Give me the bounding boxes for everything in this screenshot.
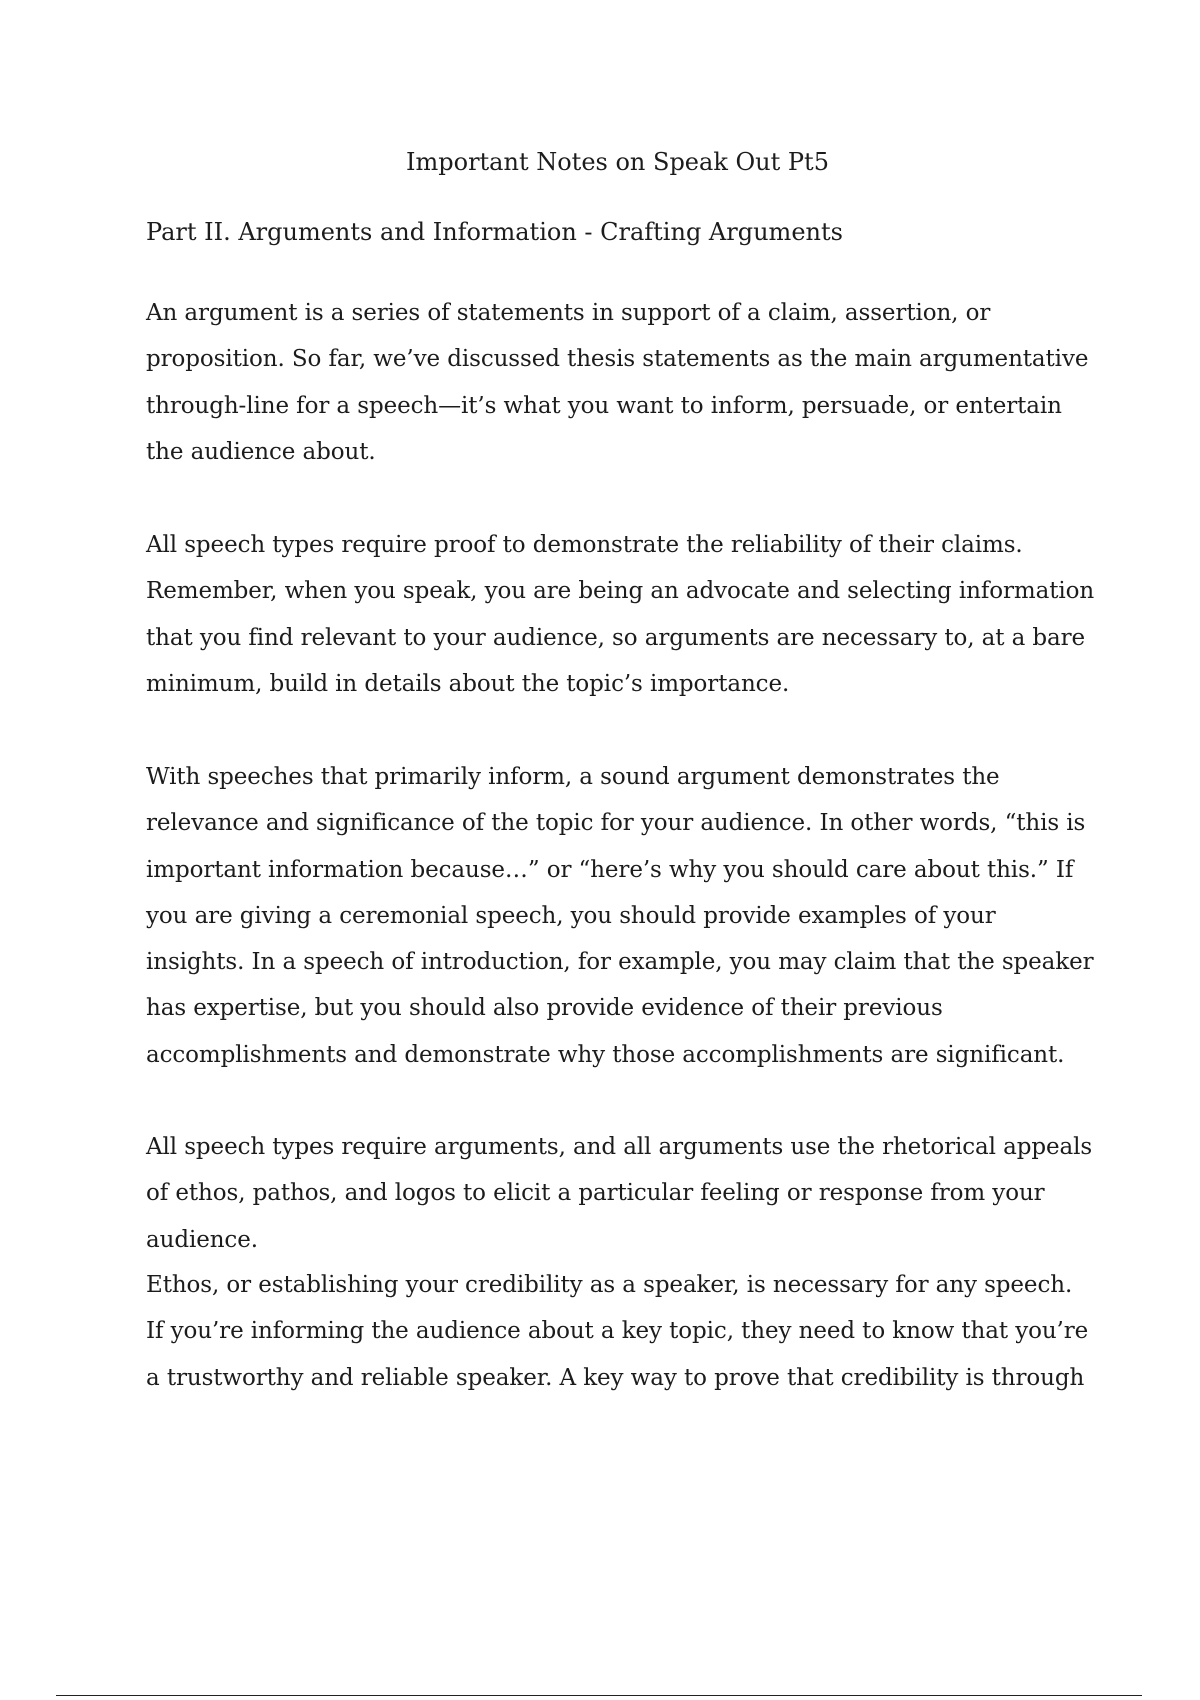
page-bottom-divider bbox=[56, 1695, 1142, 1696]
paragraph-rhetorical-appeals: All speech types require arguments, and all arguments use the rhetorical appeals of ethos, pathos, and logos to elicit a particular feeling or response from your audience. bbox=[146, 1134, 1093, 1253]
paragraph-informative-speeches: With speeches that primarily inform, a sound argument demonstrates the relevance and significance of the topic for your audience. In other words, “this is important information because…” or “here’s why you should care about this.” If you are giving a ceremonial speech, you should provide examples of your insights. In a speech of introduction, for example, you may claim that the speaker has expertise, but you should also provide evidence of their previous accomplishments and demonstrate why those accomplishments are significant. bbox=[146, 764, 1094, 1068]
paragraph-argument-definition: An argument is a series of statements in support of a claim, assertion, or proposition. So far, we’ve discussed thesis statements as the main argumentative through-line for a speech—it’s what you want to inform, persuade, or entertain the audience about. bbox=[146, 300, 1089, 465]
paragraph-proof-required: All speech types require proof to demonstrate the reliability of their claims. Remember, when you speak, you are being an advocate and selecting information that you find relevant to your audience, so arguments are necessary to, at a bare minimum, build in details about the topic’s importance. bbox=[146, 532, 1095, 697]
section-heading: Part II. Arguments and Information - Crafting Arguments bbox=[146, 218, 843, 246]
paragraph-ethos: Ethos, or establishing your credibility as a speaker, is necessary for any speech. If you’re informing the audience about a key topic, they need to know that you’re a trustworthy and reliable speaker. A key way to prove that credibility is through bbox=[146, 1272, 1089, 1391]
document-title: Important Notes on Speak Out Pt5 bbox=[406, 148, 829, 176]
